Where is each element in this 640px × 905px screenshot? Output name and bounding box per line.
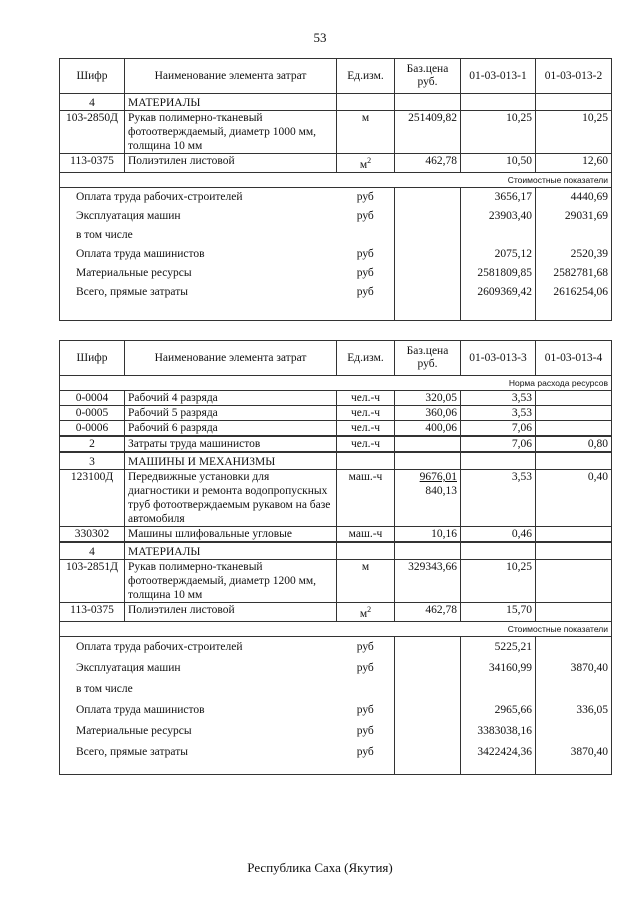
row-name: Полиэтилен листовой bbox=[125, 603, 337, 622]
table-row bbox=[60, 452, 612, 470]
cost-value-2: 2582781,68 bbox=[536, 264, 612, 283]
cost-row bbox=[60, 245, 612, 264]
row-price: 462,78 bbox=[395, 154, 461, 173]
row-code: 330302 bbox=[60, 527, 125, 543]
cost-unit: руб bbox=[337, 264, 395, 283]
row-price: 400,06 bbox=[395, 421, 461, 437]
row-code: 0-0005 bbox=[60, 406, 125, 421]
cost-value-2: 29031,69 bbox=[536, 207, 612, 226]
cost-value-1: 2075,12 bbox=[461, 245, 536, 264]
cost-row bbox=[60, 699, 612, 720]
cost-value-2 bbox=[536, 636, 612, 657]
row-code: 0-0004 bbox=[60, 391, 125, 406]
row-value-2 bbox=[536, 560, 612, 603]
cost-row bbox=[60, 264, 612, 283]
table-row bbox=[60, 470, 612, 527]
table-row bbox=[60, 542, 612, 560]
row-name: Рабочий 5 разряда bbox=[125, 406, 337, 421]
header-unit: Ед.изм. bbox=[337, 59, 395, 94]
cost-label: Оплата труда машинистов bbox=[60, 699, 337, 720]
row-value-1: 7,06 bbox=[461, 421, 536, 437]
row-price: 360,06 bbox=[395, 406, 461, 421]
section-band bbox=[60, 172, 612, 187]
row-code: 4 bbox=[60, 542, 125, 560]
table-header bbox=[60, 341, 612, 376]
row-price bbox=[395, 470, 461, 527]
cost-unit: руб bbox=[337, 699, 395, 720]
cost-row bbox=[60, 657, 612, 678]
cost-value-1: 3383038,16 bbox=[461, 720, 536, 741]
cost-label: Эксплуатация машин bbox=[60, 207, 337, 226]
cost-value-2: 3870,40 bbox=[536, 741, 612, 762]
row-name: Рукав полимерно-тканевый фотоотверждаемый, диаметр 1200 мм, толщина 10 мм bbox=[125, 560, 337, 603]
row-value-1: 7,06 bbox=[461, 436, 536, 452]
band-label: Стоимостные показатели bbox=[60, 621, 612, 636]
row-value-1: 10,50 bbox=[461, 154, 536, 173]
cost-label: в том числе bbox=[60, 226, 337, 245]
table-row bbox=[60, 391, 612, 406]
row-name: Передвижные установки для диагностики и ремонта водопропускных труб фотоотверждаемым рукавом на базе автомобиля bbox=[125, 470, 337, 527]
row-value-1: 3,53 bbox=[461, 406, 536, 421]
cost-label: Материальные ресурсы bbox=[60, 264, 337, 283]
row-price: 462,78 bbox=[395, 603, 461, 622]
row-value-2: 0,40 bbox=[536, 470, 612, 527]
cost-value-2: 4440,69 bbox=[536, 187, 612, 207]
row-name: Рукав полимерно-тканевый фотоотверждаемый, диаметр 1000 мм, толщина 10 мм bbox=[125, 111, 337, 154]
row-code: 2 bbox=[60, 436, 125, 452]
cost-row bbox=[60, 741, 612, 762]
row-code: 0-0006 bbox=[60, 421, 125, 437]
cost-value-2 bbox=[536, 720, 612, 741]
cost-value-1: 34160,99 bbox=[461, 657, 536, 678]
row-name: Полиэтилен листовой bbox=[125, 154, 337, 173]
section-band bbox=[60, 621, 612, 636]
header-name: Наименование элемента затрат bbox=[125, 341, 337, 376]
row-unit: $м^2$ bbox=[337, 154, 395, 173]
cost-unit: руб bbox=[337, 657, 395, 678]
row-unit: маш.-ч bbox=[337, 527, 395, 543]
row-value-1: 10,25 bbox=[461, 560, 536, 603]
row-code: 103-2850Д bbox=[60, 111, 125, 154]
cost-row bbox=[60, 720, 612, 741]
cost-row bbox=[60, 207, 612, 226]
header-col-2: 01-03-013-2 bbox=[536, 59, 612, 94]
cost-value-2: 2520,39 bbox=[536, 245, 612, 264]
cost-row bbox=[60, 678, 612, 699]
row-value-1: 3,53 bbox=[461, 470, 536, 527]
row-code: 113-0375 bbox=[60, 603, 125, 622]
table-row bbox=[60, 94, 612, 111]
header-name: Наименование элемента затрат bbox=[125, 59, 337, 94]
row-value-2: 10,25 bbox=[536, 111, 612, 154]
cost-value-1: 2581809,85 bbox=[461, 264, 536, 283]
cost-unit: руб bbox=[337, 187, 395, 207]
cost-value-1: 3422424,36 bbox=[461, 741, 536, 762]
table-row bbox=[60, 111, 612, 154]
header-code: Шифр bbox=[60, 59, 125, 94]
header-col-1: 01-03-013-1 bbox=[461, 59, 536, 94]
cost-label: в том числе bbox=[60, 678, 337, 699]
row-unit: $м^2$ bbox=[337, 603, 395, 622]
row-code: 123100Д bbox=[60, 470, 125, 527]
row-unit: м bbox=[337, 560, 395, 603]
row-price: 10,16 bbox=[395, 527, 461, 543]
row-price: 329343,66 bbox=[395, 560, 461, 603]
cost-value-1: 2609369,42 bbox=[461, 283, 536, 302]
row-name: Рабочий 4 разряда bbox=[125, 391, 337, 406]
cost-label: Всего, прямые затраты bbox=[60, 741, 337, 762]
estimate-table-1 bbox=[59, 58, 612, 321]
row-unit: чел.-ч bbox=[337, 436, 395, 452]
cost-value-2: 336,05 bbox=[536, 699, 612, 720]
row-value-2: 0,80 bbox=[536, 436, 612, 452]
cost-unit: руб bbox=[337, 741, 395, 762]
table-row bbox=[60, 603, 612, 622]
cost-value-1: 3656,17 bbox=[461, 187, 536, 207]
page-number: 53 bbox=[313, 30, 327, 45]
cost-label: Материальные ресурсы bbox=[60, 720, 337, 741]
row-price-primary: 9676,01 bbox=[419, 471, 457, 483]
table-row bbox=[60, 527, 612, 543]
table-row bbox=[60, 560, 612, 603]
cost-unit: руб bbox=[337, 245, 395, 264]
section-band bbox=[60, 376, 612, 391]
row-unit: м bbox=[337, 111, 395, 154]
row-code: 113-0375 bbox=[60, 154, 125, 173]
band-label: Норма расхода ресурсов bbox=[60, 376, 612, 391]
row-value-2 bbox=[536, 527, 612, 543]
cost-unit: руб bbox=[337, 720, 395, 741]
row-name: МАШИНЫ И МЕХАНИЗМЫ bbox=[125, 452, 337, 470]
row-name: МАТЕРИАЛЫ bbox=[125, 542, 337, 560]
cost-unit: руб bbox=[337, 283, 395, 302]
row-code: 4 bbox=[60, 94, 125, 111]
cost-row bbox=[60, 187, 612, 207]
row-value-1: 15,70 bbox=[461, 603, 536, 622]
cost-label: Оплата труда машинистов bbox=[60, 245, 337, 264]
cost-row bbox=[60, 283, 612, 302]
row-value-2 bbox=[536, 391, 612, 406]
cost-label: Оплата труда рабочих-строителей bbox=[60, 636, 337, 657]
row-value-1: 3,53 bbox=[461, 391, 536, 406]
header-col-3: 01-03-013-3 bbox=[461, 341, 536, 376]
row-value-2 bbox=[536, 603, 612, 622]
cost-label: Эксплуатация машин bbox=[60, 657, 337, 678]
table-row bbox=[60, 406, 612, 421]
table-row bbox=[60, 421, 612, 437]
row-name: Затраты труда машинистов bbox=[125, 436, 337, 452]
cost-value-2: 2616254,06 bbox=[536, 283, 612, 302]
row-unit: маш.-ч bbox=[337, 470, 395, 527]
header-unit: Ед.изм. bbox=[337, 341, 395, 376]
row-price: 251409,82 bbox=[395, 111, 461, 154]
row-unit: чел.-ч bbox=[337, 421, 395, 437]
cost-value-1: 2965,66 bbox=[461, 699, 536, 720]
row-price-secondary: 840,13 bbox=[425, 485, 457, 497]
cost-row bbox=[60, 636, 612, 657]
row-unit: чел.-ч bbox=[337, 406, 395, 421]
row-price bbox=[395, 436, 461, 452]
row-unit: чел.-ч bbox=[337, 391, 395, 406]
row-value-2 bbox=[536, 406, 612, 421]
row-value-1: 0,46 bbox=[461, 527, 536, 543]
cost-row bbox=[60, 226, 612, 245]
band-label: Стоимостные показатели bbox=[60, 172, 612, 187]
estimate-table-2 bbox=[59, 340, 612, 775]
row-value-1: 10,25 bbox=[461, 111, 536, 154]
header-col-4: 01-03-013-4 bbox=[536, 341, 612, 376]
header-code: Шифр bbox=[60, 341, 125, 376]
row-code: 103-2851Д bbox=[60, 560, 125, 603]
table-header bbox=[60, 59, 612, 94]
row-name: МАТЕРИАЛЫ bbox=[125, 94, 337, 111]
row-code: 3 bbox=[60, 452, 125, 470]
row-price: 320,05 bbox=[395, 391, 461, 406]
cost-unit: руб bbox=[337, 636, 395, 657]
header-price: Баз.цена руб. bbox=[395, 341, 461, 376]
row-name: Машины шлифовальные угловые bbox=[125, 527, 337, 543]
row-value-2: 12,60 bbox=[536, 154, 612, 173]
cost-value-1: 23903,40 bbox=[461, 207, 536, 226]
footer-region: Республика Саха (Якутия) bbox=[247, 860, 393, 875]
cost-value-1: 5225,21 bbox=[461, 636, 536, 657]
cost-value-2: 3870,40 bbox=[536, 657, 612, 678]
cost-unit: руб bbox=[337, 207, 395, 226]
cost-label: Оплата труда рабочих-строителей bbox=[60, 187, 337, 207]
row-name: Рабочий 6 разряда bbox=[125, 421, 337, 437]
row-value-2 bbox=[536, 421, 612, 437]
header-price: Баз.цена руб. bbox=[395, 59, 461, 94]
table-row bbox=[60, 154, 612, 173]
table-row bbox=[60, 436, 612, 452]
cost-label: Всего, прямые затраты bbox=[60, 283, 337, 302]
